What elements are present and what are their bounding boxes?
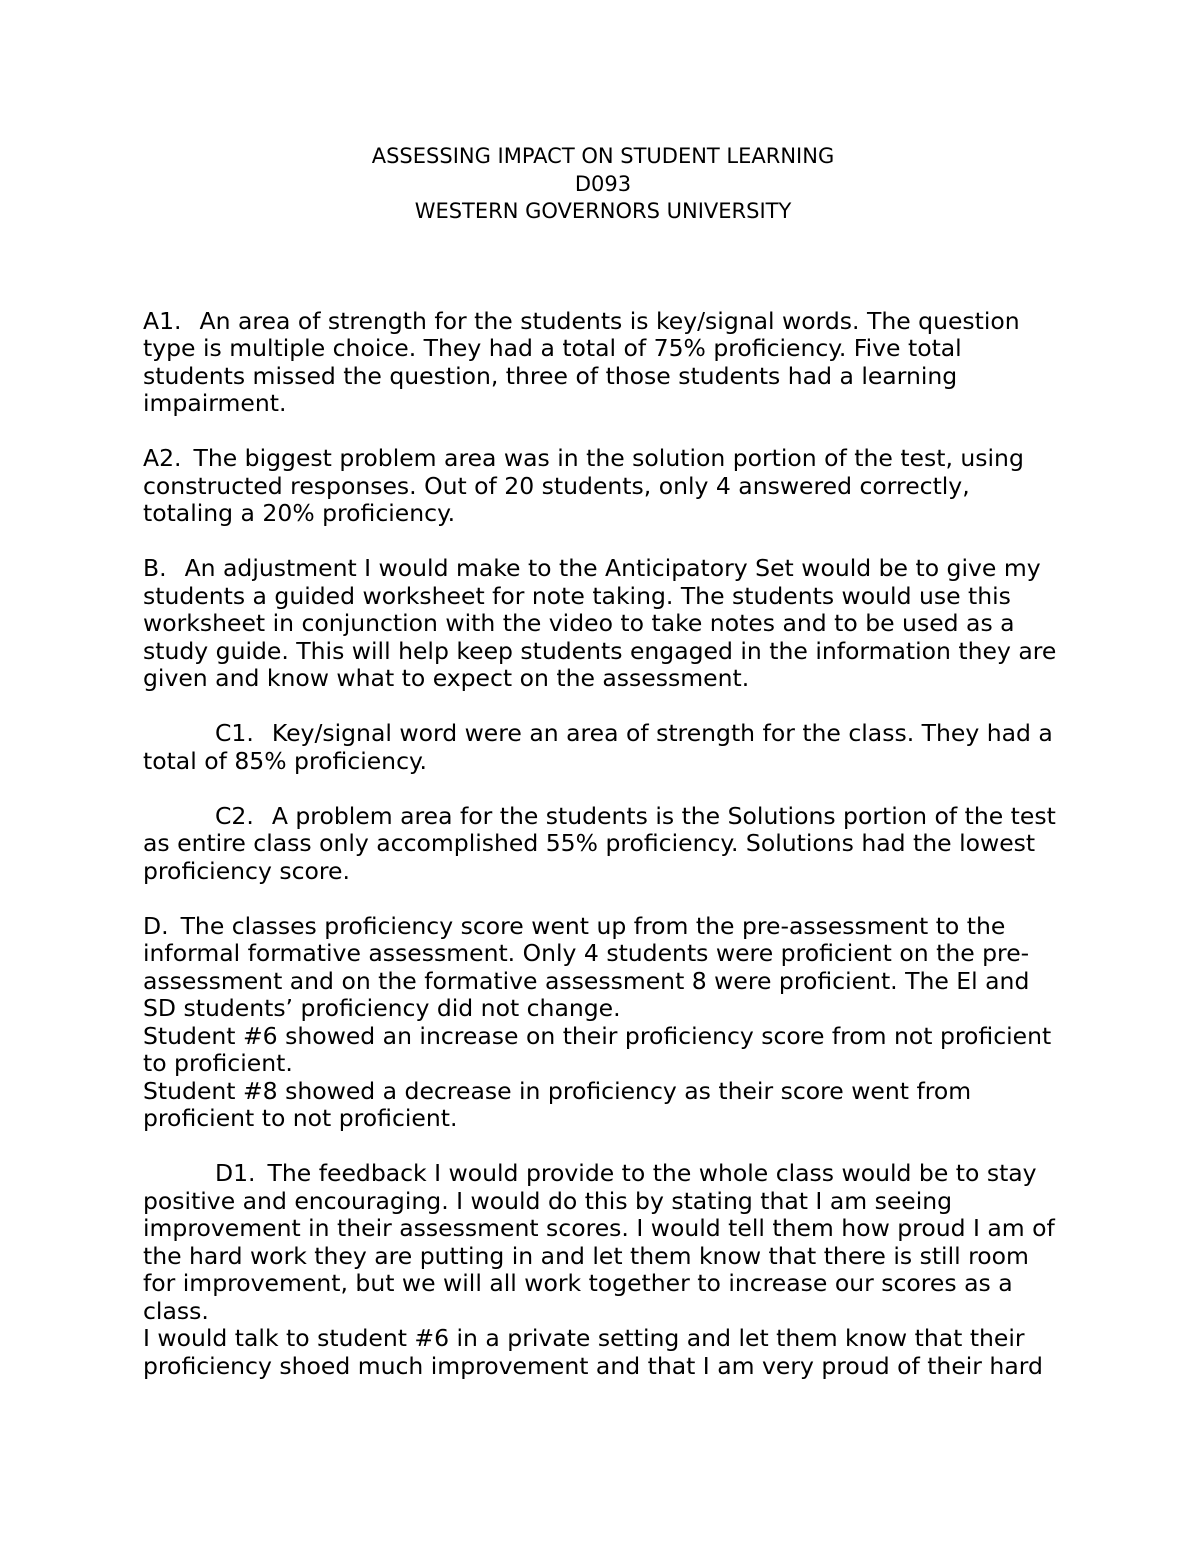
section-d1-label: D1.	[215, 1159, 256, 1187]
course-code: D093	[574, 171, 632, 196]
section-a2-text: The biggest problem area was in the solution portion of the test, using constructed responses. Out of 20 students, only 4 answered correctly, totaling a 20% proficiency.	[143, 444, 1024, 527]
section-b	[143, 555, 1063, 693]
section-d-label: D.	[143, 911, 169, 940]
section-c2-text: A problem area for the students is the Solutions portion of the test as entire class only accomplished 55% proficiency. Solutions had the lowest proficiency score.	[143, 801, 1056, 885]
title-block	[143, 143, 1063, 226]
section-a2	[143, 445, 1063, 528]
section-d-text: The classes proficiency score went up from the pre-assessment to the informal formative assessment. Only 4 students were proficient on the pre-assessment and on the formative assessment 8 were proficient. The El and SD students’ proficiency did not change.	[143, 911, 1030, 1022]
section-d1	[143, 1160, 1063, 1325]
section-a1	[143, 308, 1063, 418]
section-b-text: An adjustment I would make to the Anticipatory Set would be to give my students a guided worksheet for note taking. The students would use this worksheet in conjunction with the video to take notes and to be used as a study guide. This will help keep students engaged in the information they are given and know what to expect on the assessment.	[143, 554, 1057, 692]
document-title: ASSESSING IMPACT ON STUDENT LEARNING	[371, 144, 835, 168]
section-d-student6: Student #6 showed an increase on their proficiency score from not proficient to proficient.	[143, 1021, 1052, 1077]
section-c1-text: Key/signal word were an area of strength for the class. They had a total of 85% proficiency.	[143, 719, 1053, 775]
title-spacer	[143, 226, 1063, 308]
section-c2	[143, 803, 1063, 886]
section-d1-text: The feedback I would provide to the whole class would be to stay positive and encouraging. I would do this by stating that I am seeing improvement in their assessment scores. I would tell them how proud I am of the hard work they are putting in and let them know that there is still room for improvement, but we will all work together to increase our scores as a class.	[143, 1159, 1055, 1325]
section-d-student8: Student #8 showed a decrease in proficiency as their score went from proficient to not proficient.	[143, 1076, 972, 1132]
section-c2-label: C2.	[215, 801, 254, 830]
section-a1-label: A1.	[143, 306, 182, 335]
document-page	[143, 143, 1063, 1380]
section-c1	[143, 720, 1063, 775]
section-a1-text: An area of strength for the students is key/signal words. The question type is multiple choice. They had a total of 75% proficiency. Five total students missed the question, three of those students had a learning impairment.	[143, 306, 1020, 417]
section-b-label: B.	[143, 554, 167, 582]
section-c1-label: C1.	[215, 719, 254, 747]
section-d	[143, 913, 1063, 1023]
section-a2-label: A2.	[143, 444, 182, 472]
section-d1-student6: I would talk to student #6 in a private setting and let them know that their proficiency shoed much improvement and that I am very proud of their hard	[143, 1324, 1043, 1380]
institution-name: WESTERN GOVERNORS UNIVERSITY	[414, 199, 792, 223]
